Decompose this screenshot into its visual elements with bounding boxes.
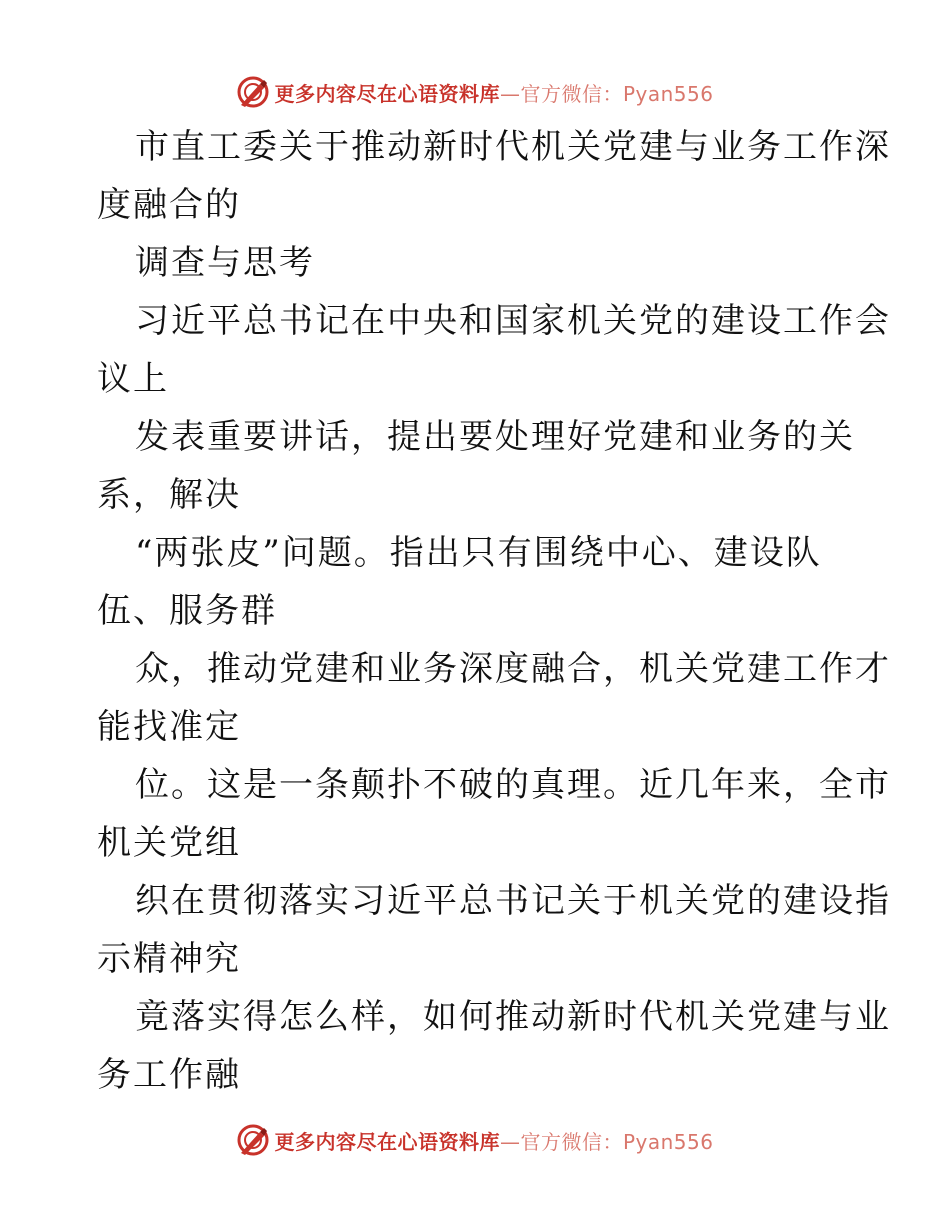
text-line: 织在贯彻落实习近平总书记关于机关党的建设指 [135, 881, 891, 921]
text-line: 系，解决 [97, 475, 241, 515]
banner-text [274, 78, 713, 107]
banner-contact: 官方微信：Pyan556 [520, 1129, 714, 1154]
banner-site-name: 更多内容尽在心语资料库 [274, 81, 500, 106]
text-line: 竟落实得怎么样，如何推动新时代机关党建与业 [135, 997, 891, 1037]
document-body [97, 118, 891, 1104]
text-line: 众，推动党建和业务深度融合，机关党建工作才 [135, 649, 891, 689]
text-line: 位。这是一条颠扑不破的真理。近几年来，全市 [135, 765, 891, 805]
banner-separator: — [499, 1129, 521, 1154]
banner-contact: 官方微信：Pyan556 [520, 81, 714, 106]
text-line: 发表重要讲话，提出要处理好党建和业务的关 [135, 417, 855, 457]
text-line: “两张皮”问题。指出只有围绕中心、建设队 [135, 533, 822, 573]
banner-text [274, 1126, 713, 1155]
text-line: 市直工委关于推动新时代机关党建与业务工作深 [135, 127, 891, 167]
pen-logo-icon [236, 1123, 270, 1157]
text-line: 伍、服务群 [97, 591, 277, 631]
text-line: 议上 [97, 359, 169, 399]
text-line: 机关党组 [97, 823, 241, 863]
pen-logo-icon [236, 75, 270, 109]
text-line: 习近平总书记在中央和国家机关党的建设工作会 [135, 301, 891, 341]
text-line: 调查与思考 [135, 243, 315, 283]
banner-separator: — [499, 81, 521, 106]
text-line: 示精神究 [97, 939, 241, 979]
footer-watermark-banner [0, 1120, 950, 1160]
banner-site-name: 更多内容尽在心语资料库 [274, 1129, 500, 1154]
header-watermark-banner [0, 72, 950, 112]
text-line: 务工作融 [97, 1055, 241, 1095]
text-line: 能找准定 [97, 707, 241, 747]
text-line: 度融合的 [97, 185, 241, 225]
